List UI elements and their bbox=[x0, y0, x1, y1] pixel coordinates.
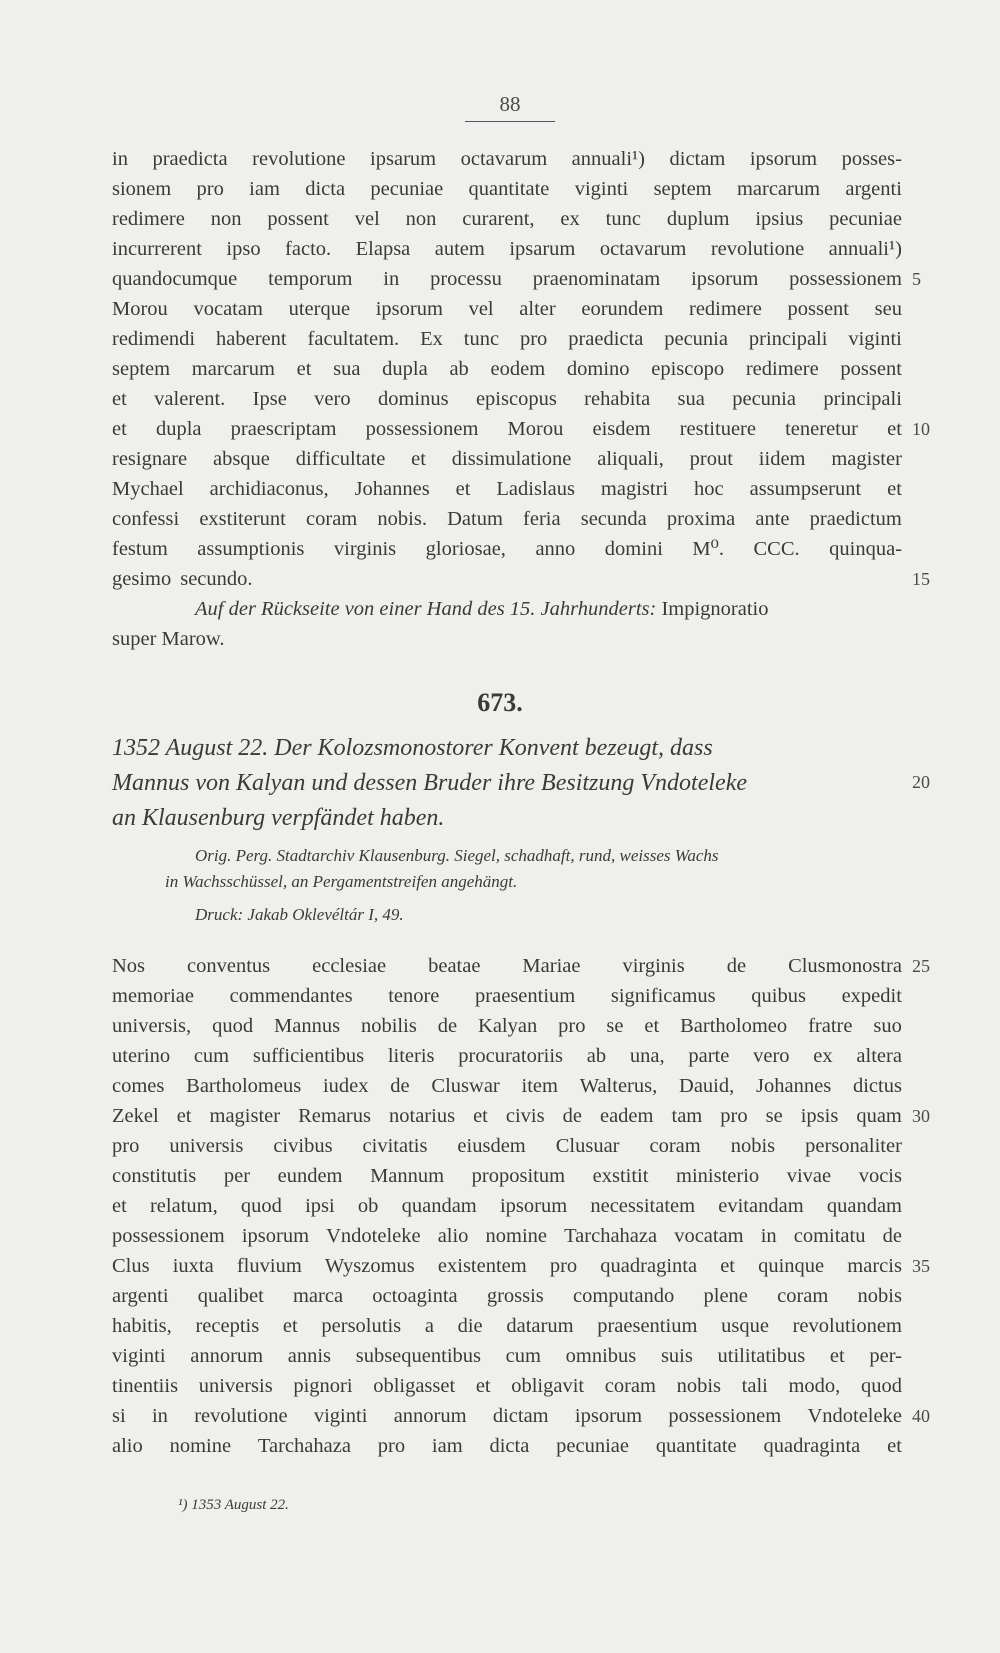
text-1-line: redimendi haberent facultatem. Ex tunc pro praedicta pecunia principali viginti bbox=[112, 328, 902, 350]
text-1-line: et valerent. Ipse vero dominus episcopus rehabita sua pecunia principali bbox=[112, 388, 902, 410]
dorsal-note-italic: Auf der Rückseite von einer Hand des 15. Jahrhunderts: bbox=[195, 598, 657, 620]
text-1-line: in praedicta revolutione ipsarum octavarum annuali¹) dictam ipsorum posses- bbox=[112, 148, 902, 170]
text-2-line: viginti annorum annis subsequentibus cum omnibus suis utilitatibus et per- bbox=[112, 1345, 902, 1367]
text-2-line: et relatum, quod ipsi ob quandam ipsorum necessitatem evitandam quandam bbox=[112, 1195, 902, 1217]
page-number-rule bbox=[465, 121, 555, 122]
regest-line-3: an Klausenburg verpfändet haben. bbox=[112, 805, 445, 831]
text-1-line: sionem pro iam dicta pecuniae quantitate viginti septem marcarum argenti bbox=[112, 178, 902, 200]
line-number: 15 bbox=[912, 569, 930, 589]
text-1-line: festum assumptionis virginis gloriosae, anno domini M⁰. CCC. quinqua- bbox=[112, 538, 902, 560]
page-number: 88 bbox=[499, 92, 521, 116]
text-1-line: Morou vocatam uterque ipsorum vel alter eorundem redimere possent seu bbox=[112, 298, 902, 320]
text-1-line: confessi exstiterunt coram nobis. Datum feria secunda proxima ante praedictum bbox=[112, 508, 902, 530]
text-1-line: gesimo secundo. bbox=[112, 568, 253, 590]
text-1-line: et dupla praescriptam possessionem Morou eisdem restituere teneretur et bbox=[112, 418, 902, 440]
text-2-line: Nos conventus ecclesiae beatae Mariae virginis de Clusmonostra bbox=[112, 955, 902, 977]
text-2-line: Zekel et magister Remarus notarius et civis de eadem tam pro se ipsis quam bbox=[112, 1105, 902, 1127]
text-1-line: resignare absque difficultate et dissimulatione aliquali, prout iidem magister bbox=[112, 448, 902, 470]
text-2-line: argenti qualibet marca octoaginta grossis computando plene coram nobis bbox=[112, 1285, 902, 1307]
source-line-3: Druck: Jakab Oklevéltár I, 49. bbox=[195, 905, 404, 924]
text-2-line: Clus iuxta fluvium Wyszomus existentem pro quadraginta et quinque marcis bbox=[112, 1255, 902, 1277]
dorsal-note-line-1 bbox=[195, 594, 902, 624]
text-2-line: universis, quod Mannus nobilis de Kalyan pro se et Bartholomeo fratre suo bbox=[112, 1015, 902, 1037]
text-2-line: pro universis civibus civitatis eiusdem Clusuar coram nobis personaliter bbox=[112, 1135, 902, 1157]
text-2-line: uterino cum sufficientibus literis procuratoriis ab una, parte vero ex altera bbox=[112, 1045, 902, 1067]
document-number: 673. bbox=[477, 688, 523, 717]
line-number: 30 bbox=[912, 1106, 930, 1126]
line-number: 25 bbox=[912, 956, 930, 976]
text-2-line: si in revolutione viginti annorum dictam ipsorum possessionem Vndoteleke bbox=[112, 1405, 902, 1427]
regest-line-2: Mannus von Kalyan und dessen Bruder ihre Besitzung Vndoteleke bbox=[112, 770, 747, 796]
line-number: 10 bbox=[912, 419, 930, 439]
text-1-line: septem marcarum et sua dupla ab eodem domino episcopo redimere possent bbox=[112, 358, 902, 380]
text-1-line: quandocumque temporum in processu praenominatam ipsorum possessionem bbox=[112, 268, 902, 290]
text-2-line: alio nomine Tarchahaza pro iam dicta pecuniae quantitate quadraginta et bbox=[112, 1435, 902, 1457]
source-line-2: in Wachsschüssel, an Pergamentstreifen angehängt. bbox=[165, 872, 518, 891]
text-1-line: incurrerent ipso facto. Elapsa autem ipsarum octavarum revolutione annuali¹) bbox=[112, 238, 902, 260]
text-1-line: Mychael archidiaconus, Johannes et Ladislaus magistri hoc assumpserunt et bbox=[112, 478, 902, 500]
line-number: 5 bbox=[912, 269, 921, 289]
text-2-line: possessionem ipsorum Vndoteleke alio nomine Tarchahaza vocatam in comitatu de bbox=[112, 1225, 902, 1247]
line-number: 35 bbox=[912, 1256, 930, 1276]
text-2-line: comes Bartholomeus iudex de Cluswar item Walterus, Dauid, Johannes dictus bbox=[112, 1075, 902, 1097]
source-line-1: Orig. Perg. Stadtarchiv Klausenburg. Siegel, schadhaft, rund, weisses Wachs bbox=[195, 846, 719, 865]
line-number: 20 bbox=[912, 772, 930, 792]
line-number: 40 bbox=[912, 1406, 930, 1426]
text-1-line: redimere non possent vel non curarent, ex tunc duplum ipsius pecuniae bbox=[112, 208, 902, 230]
dorsal-note-line-2 bbox=[112, 624, 902, 654]
text-2-line: tinentiis universis pignori obligasset et obligavit coram nobis tali modo, quod bbox=[112, 1375, 902, 1397]
footnote: ¹) 1353 August 22. bbox=[178, 1497, 289, 1513]
text-2-line: memoriae commendantes tenore praesentium significamus quibus expedit bbox=[112, 985, 902, 1007]
text-2-line: habitis, receptis et persolutis a die datarum praesentium usque revolutionem bbox=[112, 1315, 902, 1337]
text-2-line: constitutis per eundem Mannum propositum exstitit ministerio vivae vocis bbox=[112, 1165, 902, 1187]
dorsal-note-plain: Impignoratio bbox=[661, 598, 769, 620]
dorsal-note-text: super Marow. bbox=[112, 628, 225, 650]
regest-line-1: 1352 August 22. Der Kolozsmonostorer Konvent bezeugt, dass bbox=[112, 735, 713, 761]
